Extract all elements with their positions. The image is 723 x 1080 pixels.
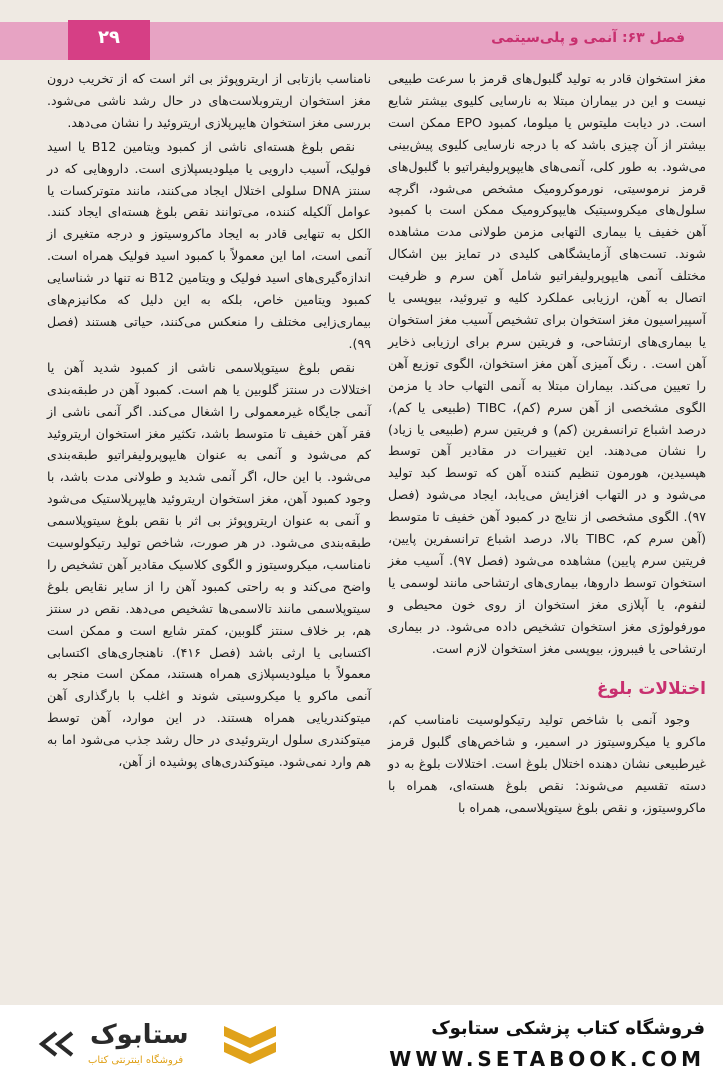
- store-name: فروشگاه کتاب پزشکی ستابوک: [431, 1018, 705, 1039]
- store-logo-icon: [222, 1022, 278, 1066]
- body-paragraph: وجود آنمی با شاخص تولید رتیکولوسیت نامناسب کم، ماکرو یا میکروسیتوز در اسمیر، و شاخص‌های گلبول قرمز غیرطبیعی نشان دهنده اختلال بلوغ است. اختلالات بلوغ به دو دسته تقسیم می‌شوند: نقص بلوغ هسته‌ای، همراه با ماکروسیتوز، و نقص بلوغ سیتوپلاسمی، همراه با: [388, 712, 706, 815]
- store-footer-banner: [0, 1005, 723, 1080]
- right-column: [388, 68, 706, 821]
- store-logo-tagline: فروشگاه اینترنتی کتاب: [88, 1055, 184, 1066]
- section-heading: اختلالات بلوغ: [596, 679, 706, 700]
- body-paragraph: نقص بلوغ هسته‌ای ناشی از کمبود ویتامین B12 یا اسید فولیک، آسیب دارویی یا میلودیسپلازی است. داروهایی که در سنتز DNA سلولی اختلال ایجاد می‌کنند، مانند متوترکسات یا عوامل آلکیله کننده، می‌توانند نقص بلوغ هسته‌ای ایجاد کنند. الکل به تنهایی قادر به ایجاد ماکروسیتوز و درجه متغیری از آنمی است، اما این معمولاً با کمبود اسید فولیک همراه است. اندازه‌گیری‌های اسید فولیک و ویتامین B12 نه تنها در شناسایی کمبود ویتامین خاص، بلکه به این دلیل که مکانیزم‌های بیماری‌زایی مختلف را منعکس می‌کنند، حیاتی هستند (فصل ۹۹).: [47, 138, 371, 351]
- store-logo-text: ستابوک: [90, 1020, 189, 1050]
- double-chevron-left-icon: [36, 1031, 80, 1057]
- body-paragraph: نامناسب بازتابی از اریتروپوئز بی اثر است که از تخریب درون مغز استخوان اریتروبلاست‌های در حال رشد ناشی می‌شود. بررسی مغز استخوان هایپرپلازی اریتروئید را نشان می‌دهد.: [47, 71, 371, 130]
- page-number: ۲۹: [98, 27, 120, 48]
- body-paragraph: مغز استخوان قادر به تولید گلبول‌های قرمز با سرعت طبیعی نیست و این در بیماران مبتلا به نارسایی کلیوی بیشتر شایع است. در دیابت ملیتوس یا میلوما، کمبود EPO ممکن است بیشتر از آن چیزی باشد که با درجه نارسایی کلیوی پیش‌بینی می‌شود. به طور کلی، آنمی‌های هایپوپرولیفراتیو با گلبول‌های قرمز نرموسیتی، نورموکرومیک مشخص می‌شود، اگرچه سلول‌های میکروسیتیک هایپوکرومیک ممکن است با کمبود آهن خفیف یا بیماری التهابی مزمن طولانی مدت مشاهده شوند. تست‌های آزمایشگاهی کلیدی در تمایز بین اشکال مختلف آنمی هایپوپرولیفراتیو شامل آهن سرم و ظرفیت اتصال به آهن، ارزیابی عملکرد کلیه و تیروئید، بیوپسی یا آسپیراسیون مغز استخوان برای تشخیص آسیب مغز استخوان یا بیماری‌های ارتشاحی، و فریتین سرم برای ارزیابی ذخایر آهن است. . رنگ آمیزی آهن مغز استخوان، الگوی توزیع آهن را تعیین می‌کند. بیماران مبتلا به آنمی التهاب حاد یا مزمن الگوی مشخصی از آهن سرم (کم)، TIBC (طبیعی یا کم)، درصد اشباع ترانسفرین (کم) و فریتین سرم (طبیعی یا زیاد) را نشان می‌دهند. این تغییرات در مقادیر آهن توسط هپسیدین، هورمون تنظیم کننده آهن که توسط کبد تولید می‌شود و در التهاب افزایش می‌یابد، ایجاد می‌شود (فصل ۹۷). الگوی مشخصی از نتایج در کمبود آهن خفیف تا متوسط (آهن سرم کم، TIBC بالا، درصد اشباع ترانسفرین پایین، فریتین سرم پایین) مشاهده می‌شود (فصل ۹۷). آسیب مغز استخوان توسط داروها، بیماری‌های ارتشاحی مانند لوسمی یا لنفوم، یا آپلازی مغز استخوان از روی خون محیطی و مورفولوژی مغز استخوان تشخیص داده می‌شود. در بیماری ارتشاحی یا فیبروز، بیوپسی مغز استخوان لازم است.: [388, 71, 706, 656]
- body-paragraph: نقص بلوغ سیتوپلاسمی ناشی از کمبود شدید آهن یا اختلالات در سنتز گلوبین یا هم است. کمبود آهن در طبقه‌بندی آنمی جایگاه غیرمعمولی را اشغال می‌کند. اگر آنمی ناشی از فقر آهن خفیف تا متوسط باشد، تکثیر مغز استخوان اریتروئید کم می‌شود و آنمی به عنوان هایپوپرولیفراتیو طبقه‌بندی می‌شود. با این حال، اگر آنمی شدید و طولانی مدت باشد، با وجود کمبود آهن، مغز استخوان اریتروئید هایپرپلاستیک می‌شود و آنمی به عنوان اریتروپوئز بی اثر با نقص بلوغ سیتوپلاسمی طبقه‌بندی می‌شود. در هر صورت، شاخص تولید رتیکولوسیت نامناسب، میکروسیتوز و الگوی کلاسیک مقادیر آهن تشخیص را واضح می‌کند و به راحتی کمبود آهن را از سایر نقایص بلوغ سیتوپلاسمی مانند تالاسمی‌ها تشخیص می‌دهد. نقص در سنتز هم، بر خلاف سنتز گلوبین، کمتر شایع است و ممکن است اکتسابی یا ارثی باشد (فصل ۴۱۶). ناهنجاری‌های اکتسابی معمولاً با میلودیسپلازی همراه هستند، ممکن است منجر به آنمی ماکرو یا میکروسیتی شوند و اغلب با بارگذاری آهن میتوکندریایی همراه هستند. در این موارد، آهن توسط میتوکندری سلول اریتروئیدی در حال رشد جذب می‌شود اما به هم وارد نمی‌شود. میتوکندری‌های پوشیده از آهن،: [47, 359, 371, 770]
- chapter-title: فصل ۶۳: آنمی و پلی‌سیتمی: [491, 30, 685, 46]
- left-column: [47, 68, 371, 775]
- store-url[interactable]: WWW.SETABOOK.COM: [389, 1047, 705, 1071]
- page-header: [0, 0, 723, 60]
